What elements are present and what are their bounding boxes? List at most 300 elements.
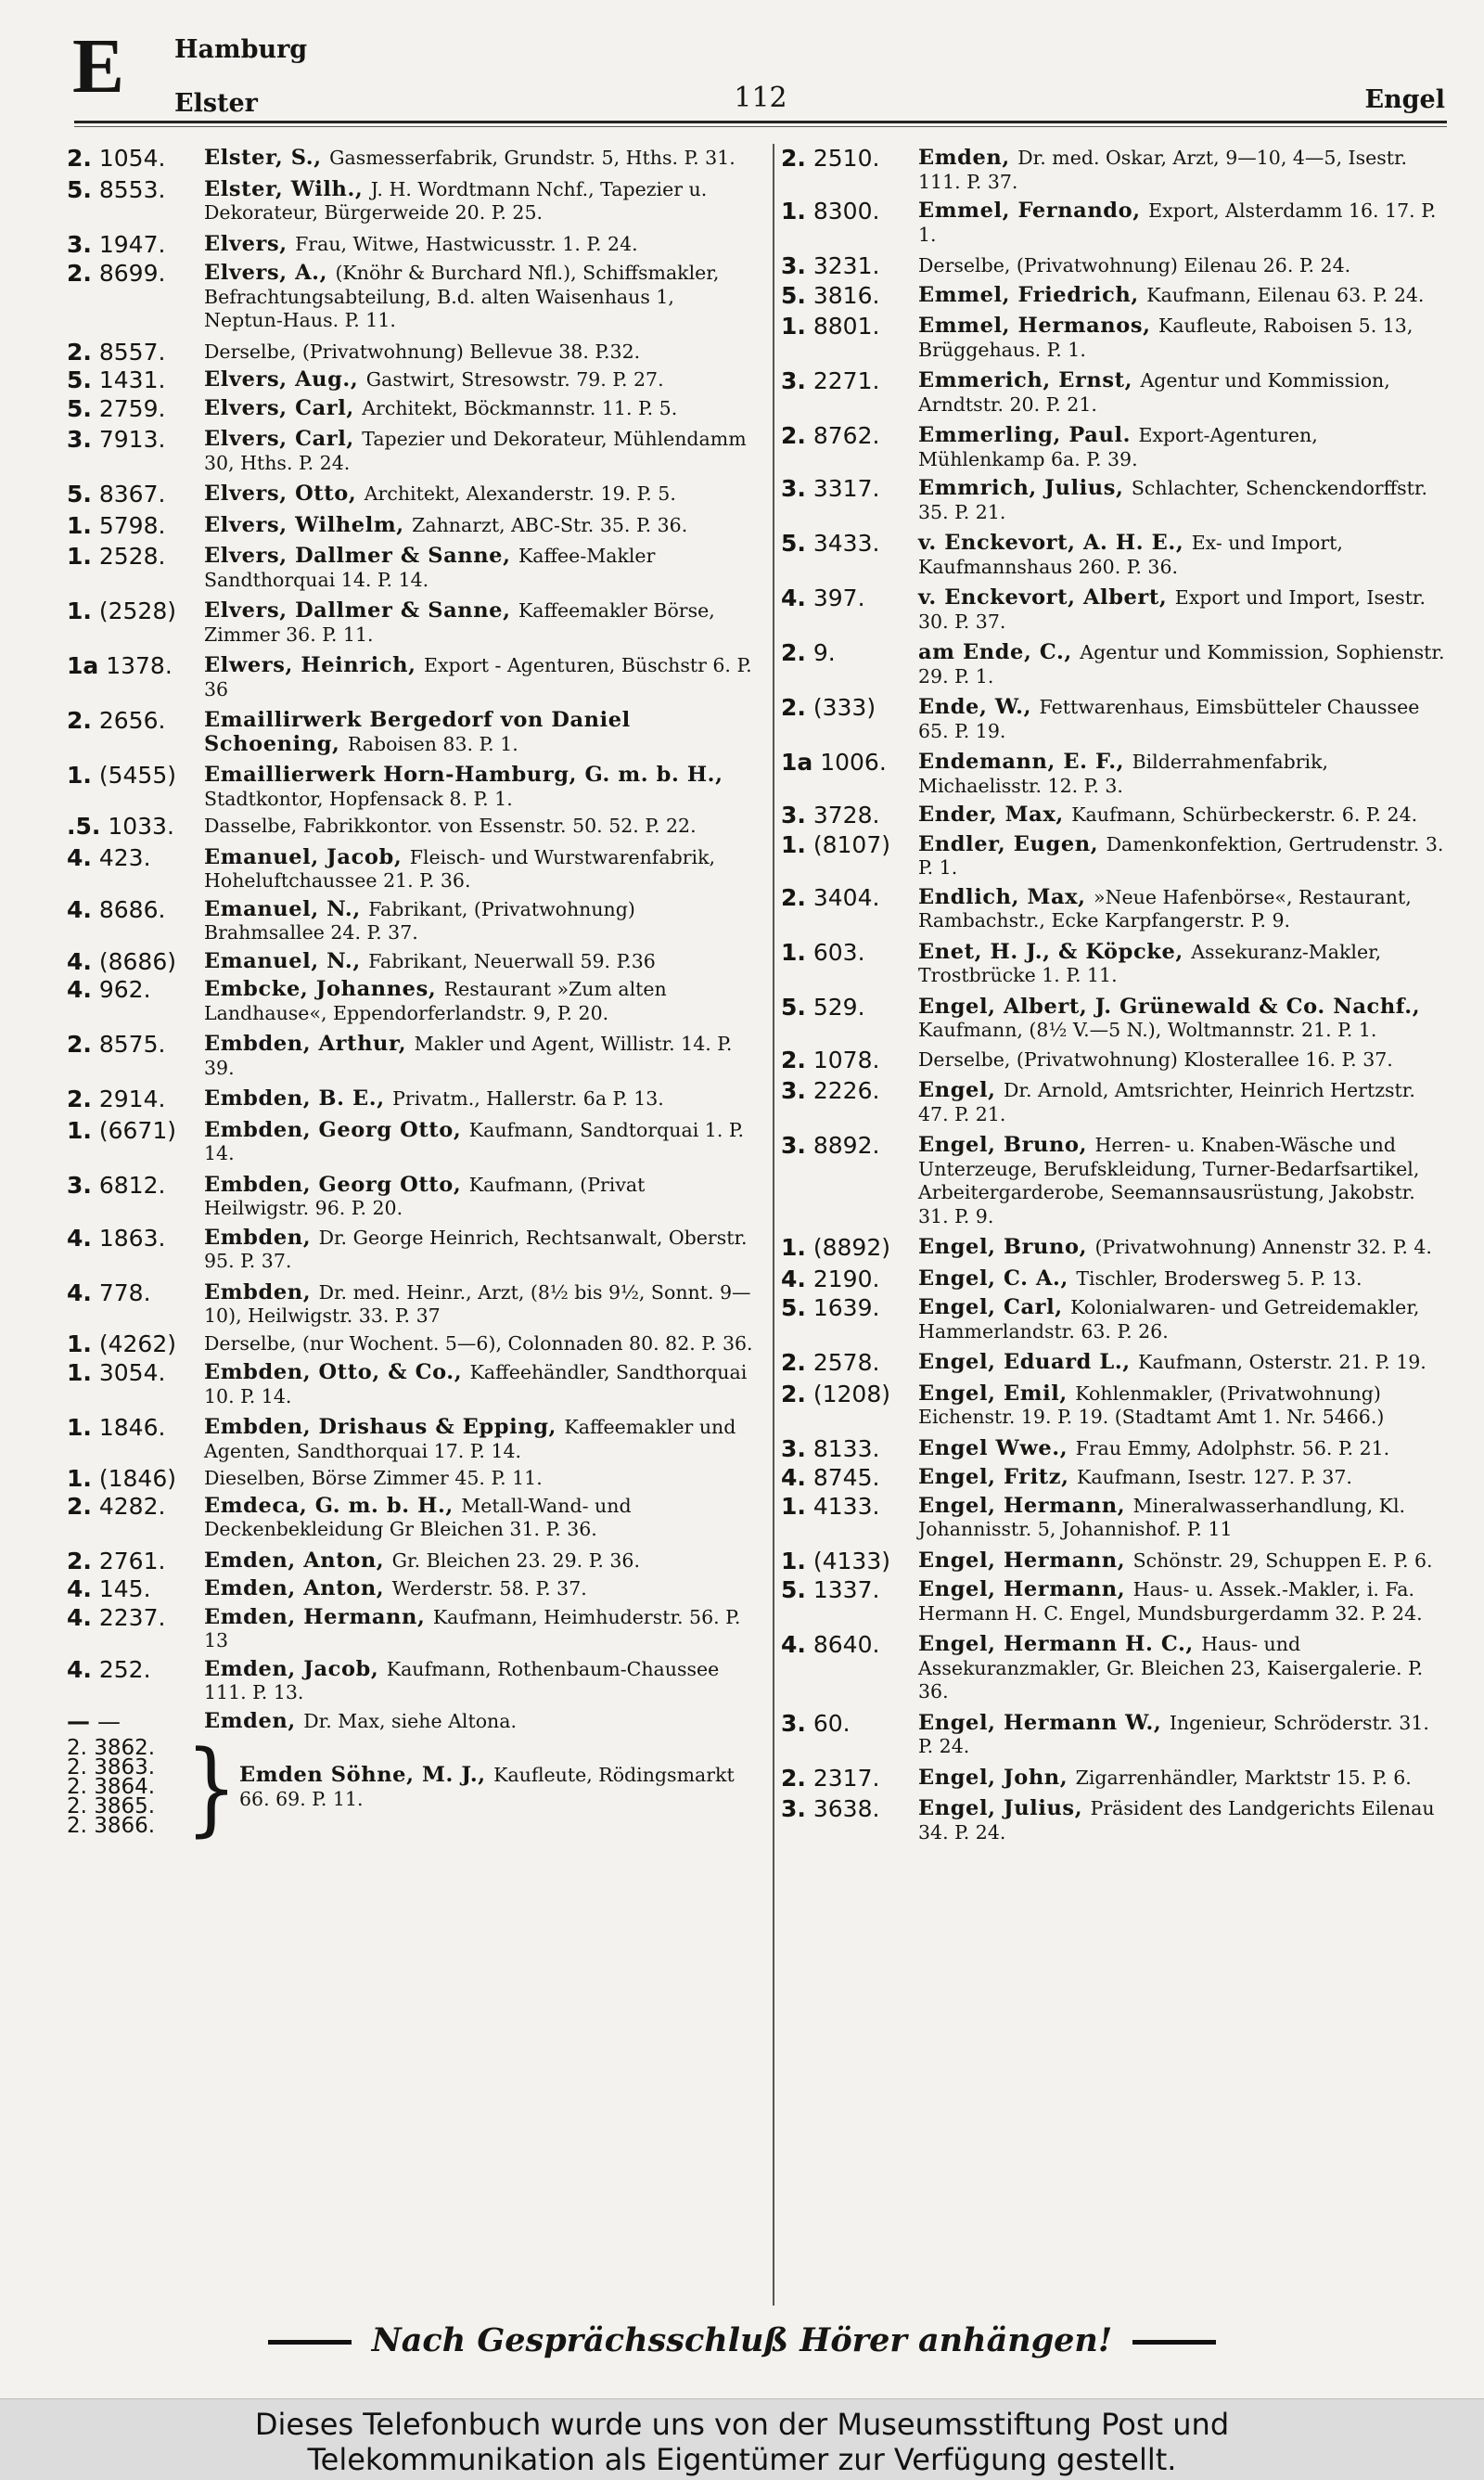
line-number: 7913. — [91, 426, 166, 453]
phone-number — [67, 394, 204, 422]
directory-entry — [67, 175, 753, 225]
exchange-prefix: 1. — [67, 1414, 92, 1441]
entry-name: Embden, Otto, & Co., — [204, 1360, 470, 1384]
line-number: 1033. — [100, 813, 174, 840]
entry-details: Dr. Max, siehe Altona. — [303, 1709, 517, 1732]
exchange-prefix: 1. — [781, 1492, 806, 1520]
line-number: (8892) — [805, 1234, 890, 1261]
directory-entry — [67, 1655, 753, 1705]
directory-entry — [67, 1116, 753, 1166]
line-number: (1846) — [91, 1465, 176, 1492]
entry-details: Privatm., Hallerstr. 6a P. 13. — [392, 1087, 664, 1110]
line-number: 3638. — [805, 1795, 880, 1822]
directory-entry — [781, 1296, 1449, 1343]
phone-number — [781, 1382, 918, 1407]
archive-notice-line-1: Dieses Telefonbuch wurde uns von der Museumsstiftung Post und — [254, 2407, 1230, 2442]
entry-details: Tapezier und Dekorateur, Mühlendamm 30, Hths. P. 24. — [204, 428, 747, 474]
line-number: (2528) — [91, 598, 176, 624]
exchange-prefix: 3. — [781, 1795, 806, 1822]
entry-details: Herren- u. Knaben-Wäsche und Unterzeuge, Berufskleidung, Turner-Bedarfsartikel, Arbeitergarderobe, Seemannsausrüstung, Jakobstr. 31. P. 9. — [918, 1134, 1420, 1227]
directory-entry — [781, 993, 1449, 1043]
phone-number — [781, 369, 918, 393]
entry-text — [204, 1549, 753, 1574]
entry-text — [918, 751, 1449, 798]
entry-details: Haus- u. Assek.-Makler, i. Fa. Hermann H. C. Engel, Mundsburgerdamm 32. P. 24. — [918, 1578, 1423, 1625]
entry-details: Dr. med. Heinr., Arzt, (8½ bis 9½, Sonnt. 9—10), Heilwigstr. 33. P. 37 — [204, 1280, 751, 1327]
left-column — [67, 145, 753, 1847]
exchange-prefix: 5. — [781, 993, 806, 1021]
directory-entry — [781, 369, 1449, 417]
line-number: 529. — [805, 993, 865, 1021]
archive-notice — [0, 2398, 1484, 2480]
archive-notice-line-2: Telekommunikation als Eigentümer zur Verfügung gestellt. — [307, 2442, 1177, 2477]
entry-text — [918, 369, 1449, 417]
line-number: 1431. — [91, 366, 166, 393]
entry-name: Endlich, Max, — [918, 884, 1094, 909]
entry-name: Emmerling, Paul. — [918, 423, 1139, 447]
line-number: 3317. — [805, 475, 880, 502]
line-number: 8762. — [805, 422, 880, 449]
phone-number — [781, 803, 918, 828]
entry-text — [204, 1416, 753, 1463]
phone-number — [67, 1549, 204, 1574]
phone-number — [781, 1434, 918, 1462]
exchange-prefix: 2. — [67, 338, 92, 366]
directory-entry — [67, 428, 753, 475]
header-rule — [74, 121, 1447, 123]
entry-name: Elster, Wilh., — [204, 176, 371, 201]
page-number: 112 — [734, 82, 787, 114]
line-number: 1846. — [91, 1414, 166, 1441]
entry-text — [204, 1577, 753, 1601]
header-rule-thin — [74, 126, 1447, 127]
directory-entry — [67, 1087, 753, 1112]
entry-name: Engel, Hermann H. C., — [918, 1632, 1202, 1656]
phone-number-list — [67, 1736, 186, 1838]
entry-text — [204, 1467, 753, 1491]
entry-details: Schlachter, Schenckendorffstr. 35. P. 21. — [918, 477, 1427, 523]
entry-name: Emden, Anton, — [204, 1576, 392, 1600]
entry-text — [918, 254, 1449, 278]
entry-details: Kaufmann, Sandtorquai 1. P. 14. — [204, 1118, 745, 1164]
entry-text — [204, 1227, 753, 1274]
exchange-prefix: 2. — [781, 1380, 806, 1407]
line-number: 1863. — [91, 1224, 166, 1252]
entry-text — [918, 1048, 1449, 1073]
entry-text — [204, 1087, 753, 1112]
entry-text — [918, 1437, 1449, 1461]
line-number: 8575. — [91, 1031, 166, 1058]
exchange-prefix: 1. — [781, 313, 806, 340]
line-number: 1337. — [805, 1576, 880, 1603]
entry-text — [918, 941, 1449, 988]
line-number: 3054. — [91, 1359, 166, 1386]
entry-text — [204, 397, 753, 421]
phone-number — [67, 709, 204, 733]
entry-text — [918, 147, 1449, 194]
entry-text — [204, 514, 753, 538]
entry-name: Emaillirwerk Bergedorf von Daniel Schoening, — [204, 708, 631, 756]
line-number: 6812. — [91, 1171, 166, 1199]
entry-details: Agentur und Kommission, Sophienstr. 29. P. 1. — [918, 641, 1445, 687]
phone-number — [67, 895, 204, 923]
exchange-prefix: 2. — [67, 260, 92, 287]
line-number: 8801. — [805, 313, 880, 340]
entry-name: Elvers, Dallmer & Sanne, — [204, 598, 518, 623]
entry-name: Endler, Eugen, — [918, 831, 1107, 856]
exchange-prefix: 2. — [67, 1492, 92, 1520]
line-number: 2656. — [91, 707, 166, 734]
line-number: 1639. — [805, 1294, 880, 1321]
phone-number — [781, 1048, 918, 1073]
phone-number — [67, 978, 204, 1002]
line-number: 5798. — [91, 511, 166, 539]
entry-name: Emmerich, Ernst, — [918, 368, 1141, 392]
entry-details: Dr. med. Oskar, Arzt, 9—10, 4—5, Isestr. 111. P. 37. — [918, 147, 1408, 193]
directory-entry — [781, 1466, 1449, 1490]
directory-entry — [67, 764, 753, 811]
directory-entry — [67, 978, 753, 1025]
line-number: 8686. — [91, 895, 166, 923]
phone-number — [67, 843, 204, 871]
entry-text — [204, 898, 753, 945]
phone-number — [67, 428, 204, 452]
entry-name: Engel, Hermann, — [918, 1548, 1133, 1573]
entry-name: Engel, Hermann, — [918, 1577, 1133, 1601]
entry-text — [918, 833, 1449, 880]
phone-number: 2. 3864. — [67, 1775, 156, 1799]
line-number: 8699. — [91, 260, 166, 287]
entry-text — [204, 1710, 753, 1734]
directory-entry — [67, 1224, 753, 1274]
exchange-prefix: 3. — [781, 475, 806, 502]
phone-number — [67, 764, 204, 788]
entry-name: Embcke, Johannes, — [204, 977, 444, 1001]
entry-text — [918, 1633, 1449, 1704]
exchange-prefix: 4. — [781, 1265, 806, 1292]
entry-details: Derselbe, (Privatwohnung) Bellevue 38. P.32. — [204, 340, 641, 363]
entry-text — [918, 1495, 1449, 1542]
entry-name: Engel, Bruno, — [918, 1235, 1095, 1259]
phone-number — [67, 1467, 204, 1491]
entry-details: Kaffeehändler, Sandthorquai 10. P. 14. — [204, 1361, 748, 1407]
entry-name: Engel, Bruno, — [918, 1133, 1095, 1157]
entry-name: Ende, W., — [918, 695, 1040, 719]
line-number: 2237. — [91, 1603, 166, 1631]
entry-details: Ex- und Import, Kaufmannshaus 260. P. 36. — [918, 532, 1343, 578]
entry-details: Kaffeemakler und Agenten, Sandthorquai 17. P. 14. — [204, 1416, 736, 1462]
exchange-prefix: 1. — [67, 1330, 92, 1357]
phone-number — [67, 1224, 204, 1252]
entry-name: Engel, John, — [918, 1765, 1076, 1790]
entry-text — [918, 1712, 1449, 1759]
phone-number — [781, 1079, 918, 1103]
entry-name: Engel Wwe., — [918, 1435, 1076, 1460]
directory-entry — [67, 1332, 753, 1356]
entry-text — [918, 315, 1449, 362]
directory-entry — [67, 1281, 753, 1329]
entry-details: Kaufmann, (Privat Heilwigstr. 96. P. 20. — [204, 1173, 646, 1219]
phone-number — [67, 1116, 204, 1144]
exchange-prefix: 4. — [781, 1464, 806, 1491]
phone-number — [781, 1134, 918, 1158]
entry-text — [918, 696, 1449, 743]
entry-details: Raboisen 83. P. 1. — [347, 732, 518, 755]
exchange-prefix: 2. — [781, 883, 806, 911]
phone-number — [67, 599, 204, 623]
entry-details: Ingenieur, Schröderstr. 31. P. 24. — [918, 1711, 1429, 1757]
directory-entry — [781, 1797, 1449, 1844]
line-number: 397. — [805, 585, 865, 611]
entry-details: Stadtkontor, Hopfensack 8. P. 1. — [204, 787, 513, 810]
exchange-prefix: 3. — [67, 426, 92, 453]
entry-text — [204, 482, 753, 507]
line-number: (1208) — [805, 1380, 890, 1407]
entry-details: Derselbe, (Privatwohnung) Klosterallee 16. P. 37. — [918, 1047, 1393, 1071]
directory-entry — [67, 599, 753, 647]
entry-text — [918, 1079, 1449, 1126]
entry-details: Export - Agenturen, Büschstr 6. P. 36 — [204, 654, 752, 700]
entry-text — [204, 1606, 753, 1653]
line-number: 2271. — [805, 367, 880, 394]
entry-text — [918, 1382, 1449, 1430]
entry-details: Gastwirt, Stresowstr. 79. P. 27. — [365, 368, 664, 391]
entry-details: Kaffeemakler Börse, Zimmer 36. P. 11. — [204, 599, 715, 646]
entry-details: Kaufmann, (8½ V.—5 N.), Woltmannstr. 21. P. 1. — [918, 1019, 1377, 1041]
entry-details: Kaufleute, Raboisen 5. 13, Brüggehaus. P. 1. — [918, 315, 1414, 361]
exchange-prefix: 5. — [67, 481, 92, 508]
entry-name: Emden, Jacob, — [204, 1656, 387, 1681]
entry-text — [204, 1658, 753, 1705]
entry-details: Fleisch- und Wurstwarenfabrik, Hoheluftchaussee 21. P. 36. — [204, 845, 716, 892]
exchange-prefix: 1a — [67, 652, 99, 679]
line-number: 2528. — [91, 543, 166, 570]
exchange-prefix: 5. — [781, 1294, 806, 1321]
directory-entry — [781, 803, 1449, 828]
entry-name: Elwers, Heinrich, — [204, 653, 424, 677]
exchange-prefix: 2. — [781, 145, 806, 172]
line-number: 1006. — [812, 749, 887, 776]
entry-name: Elvers, A., — [204, 261, 336, 285]
line-number: 4133. — [805, 1492, 880, 1520]
entry-details: Makler und Agent, Willistr. 14. P. 39. — [204, 1033, 733, 1079]
phone-number — [781, 281, 918, 309]
entry-details: Kaufmann, Schürbeckerstr. 6. P. 24. — [1071, 803, 1418, 826]
exchange-prefix: 4. — [67, 895, 92, 923]
entry-details: Schönstr. 29, Schuppen E. P. 6. — [1132, 1548, 1433, 1572]
entry-name: Engel, Julius, — [918, 1796, 1091, 1820]
slogan — [0, 2321, 1484, 2359]
exchange-prefix: 1. — [781, 938, 806, 966]
entry-name: Emden, — [918, 146, 1018, 170]
entry-details: »Neue Hafenbörse«, Restaurant, Rambachstr., Ecke Karpfangerstr. P. 9. — [918, 885, 1412, 932]
exchange-prefix: 2. — [781, 639, 806, 666]
line-number: 8745. — [805, 1464, 880, 1491]
exchange-prefix: 1. — [781, 830, 806, 858]
directory-entry — [781, 477, 1449, 524]
entry-text — [204, 233, 753, 257]
directory-entry — [67, 338, 753, 366]
entry-text — [204, 978, 753, 1025]
phone-number — [67, 1361, 204, 1385]
directory-entry — [781, 199, 1449, 247]
phone-number — [781, 1267, 918, 1291]
line-number: 1054. — [91, 145, 166, 172]
entry-details: Dasselbe, Fabrikkontor. von Essenstr. 50. 52. P. 22. — [204, 815, 697, 837]
exchange-prefix: 3. — [781, 1077, 806, 1104]
entry-name: Elvers, Aug., — [204, 367, 366, 392]
phone-number: 2. 3866. — [67, 1814, 156, 1838]
exchange-prefix: 2. — [781, 422, 806, 449]
entry-details: Mineralwasserhandlung, Kl. Johannisstr. 5, Johannishof. P. 11 — [918, 1494, 1406, 1540]
phone-number — [67, 545, 204, 569]
directory-entry — [781, 1764, 1449, 1792]
directory-entry — [781, 938, 1449, 988]
entry-name: Emanuel, N., — [204, 948, 369, 973]
phone-number — [781, 1633, 918, 1657]
phone-number — [781, 199, 918, 224]
entry-details: Architekt, Alexanderstr. 19. P. 5. — [364, 482, 676, 505]
line-number: 3728. — [805, 802, 880, 829]
phone-number — [781, 1492, 918, 1520]
phone-number — [781, 147, 918, 171]
entry-name: Emden, Hermann, — [204, 1604, 433, 1629]
exchange-prefix: 1. — [67, 762, 92, 789]
entry-name: Emden Söhne, M. J., — [239, 1763, 494, 1787]
line-number: 778. — [91, 1279, 151, 1306]
directory-entry-multi-number — [67, 1727, 753, 1847]
phone-number — [781, 883, 918, 911]
exchange-prefix: 4. — [67, 947, 92, 975]
entry-text — [918, 477, 1449, 524]
entry-text — [918, 424, 1449, 471]
entry-name: Engel, Hermann W., — [918, 1710, 1170, 1735]
entry-text — [918, 1134, 1449, 1228]
slogan-dash-left — [268, 2340, 352, 2345]
exchange-prefix: 1. — [67, 543, 92, 570]
entry-text — [204, 654, 753, 701]
exchange-prefix: 4. — [67, 1655, 92, 1683]
phone-number — [67, 815, 204, 839]
directory-entry — [781, 883, 1449, 933]
phone-number — [67, 368, 204, 392]
entry-name: Embden, — [204, 1225, 319, 1250]
entry-text — [204, 1119, 753, 1166]
line-number: 2317. — [805, 1764, 880, 1792]
phone-number — [781, 1578, 918, 1602]
column-divider — [773, 144, 774, 2306]
phone-number — [67, 1416, 204, 1440]
directory-entry — [67, 1361, 753, 1408]
exchange-prefix: 1. — [67, 1465, 92, 1492]
slogan-dash-right — [1132, 2340, 1216, 2345]
line-number: 2190. — [805, 1265, 880, 1292]
directory-entry — [781, 147, 1449, 194]
directory-entry — [781, 586, 1449, 634]
phone-number — [67, 1033, 204, 1057]
directory-entry — [67, 1033, 753, 1080]
phone-number — [781, 993, 918, 1021]
entry-name: Elvers, Carl, — [204, 395, 363, 420]
entry-name: Emmrich, Julius, — [918, 476, 1132, 500]
phone-number — [781, 938, 918, 966]
phone-number — [781, 751, 918, 775]
exchange-prefix: 4. — [67, 976, 92, 1003]
entry-details: Architekt, Böckmannstr. 11. P. 5. — [362, 396, 678, 419]
entry-text — [918, 641, 1449, 688]
phone-number — [67, 1492, 204, 1520]
directory-entry — [781, 254, 1449, 278]
directory-entry — [781, 1578, 1449, 1625]
directory-entry — [67, 1603, 753, 1653]
phone-number — [781, 1296, 918, 1320]
entry-details: Fettwarenhaus, Eimsbütteler Chaussee 65. P. 19. — [918, 696, 1420, 742]
entry-details: Tischler, Brodersweg 5. P. 13. — [1076, 1266, 1362, 1290]
directory-entry — [67, 815, 753, 839]
entry-details: J. H. Wordtmann Nchf., Tapezier u. Dekorateur, Bürgerweide 20. P. 25. — [204, 177, 708, 224]
phone-number — [781, 1351, 918, 1375]
entry-name: Embden, Georg Otto, — [204, 1117, 469, 1142]
entry-name: Embden, B. E., — [204, 1086, 393, 1111]
directory-entry — [781, 1434, 1449, 1462]
directory-entry — [781, 1134, 1449, 1228]
line-number: (333) — [805, 694, 876, 721]
entry-name: Elvers, Dallmer & Sanne, — [204, 544, 518, 568]
directory-entry — [781, 1236, 1449, 1260]
entry-text — [204, 1174, 753, 1221]
phone-number — [781, 696, 918, 720]
line-number: 4282. — [91, 1492, 166, 1520]
phone-number — [781, 1764, 918, 1792]
entry-name: Emanuel, N., — [204, 896, 369, 921]
directory-entry — [781, 1351, 1449, 1375]
line-number: 8133. — [805, 1434, 880, 1462]
phone-number — [67, 1655, 204, 1683]
line-number: 3433. — [805, 530, 880, 557]
phone-number — [67, 1577, 204, 1601]
entry-details: Kohlenmakler, (Privatwohnung) Eichenstr. 19. P. 19. (Stadtamt Amt 1. Nr. 5466.) — [918, 1381, 1385, 1428]
line-number: 603. — [805, 938, 865, 966]
entry-details: Derselbe, (nur Wochent. 5—6), Colonnaden 80. 82. P. 36. — [204, 1331, 753, 1355]
line-number: (4262) — [91, 1330, 176, 1357]
entry-details: Derselbe, (Privatwohnung) Eilenau 26. P. 24. — [918, 254, 1351, 276]
entry-name: Embden, — [204, 1279, 319, 1304]
line-number: 252. — [91, 1655, 151, 1683]
directory-entry — [781, 424, 1449, 471]
directory-entry — [781, 1048, 1449, 1073]
line-number: 3816. — [805, 281, 880, 309]
entry-name: Engel, Emil, — [918, 1381, 1076, 1406]
entry-text — [204, 950, 753, 974]
exchange-prefix: 1. — [781, 1234, 806, 1261]
exchange-prefix: 3. — [781, 1434, 806, 1462]
exchange-prefix: 5. — [781, 281, 806, 309]
directory-entry — [67, 1707, 753, 1735]
line-number: (8686) — [91, 947, 176, 975]
line-number: 145. — [91, 1575, 151, 1602]
line-number: (4133) — [805, 1547, 890, 1574]
entry-text — [204, 709, 753, 756]
entry-name: Emdeca, G. m. b. H., — [204, 1493, 462, 1518]
phone-number — [781, 1236, 918, 1260]
entry-text — [204, 764, 753, 811]
entry-text — [204, 178, 753, 225]
exchange-prefix: 4. — [67, 1279, 92, 1306]
entry-name: Emanuel, Jacob, — [204, 844, 410, 869]
entry-text — [918, 1466, 1449, 1490]
entry-details: Fabrikant, Neuerwall 59. P.36 — [368, 949, 656, 972]
entry-details: Dieselben, Börse Zimmer 45. P. 11. — [204, 1467, 543, 1489]
